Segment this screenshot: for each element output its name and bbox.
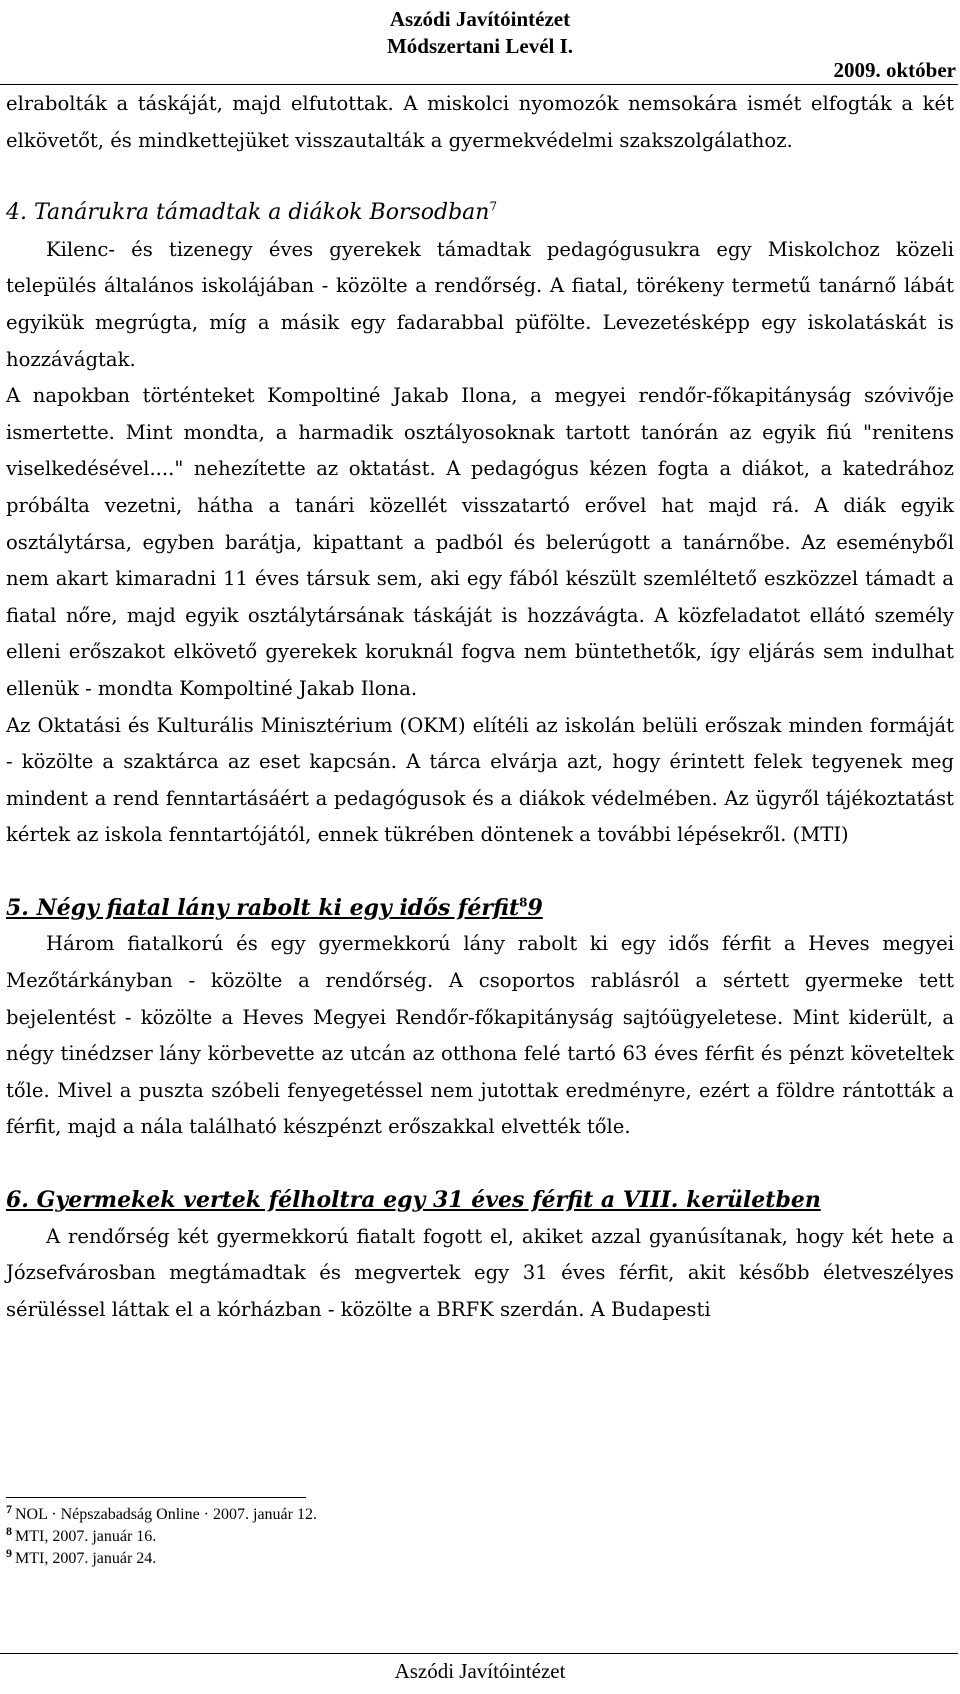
section-6-heading: 6. Gyermekek vertek félholtra egy 31 éves férfit a VIII. kerületben: [6, 1187, 821, 1214]
footnote-number: 9: [6, 1545, 12, 1560]
footnote-ref-7[interactable]: 7: [489, 199, 498, 214]
page-footer: Aszódi Javítóintézet: [394, 1659, 566, 1683]
section-4-heading: [6, 195, 954, 232]
section-6-paragraph-1: A rendőrség két gyermekkorú fiatalt fogott el, akiket azzal gyanúsítanak, hogy két hete a Józsefvárosban megtámadtak és megvertek egy 31 éves férfit, akit később életveszélyes sérüléssel láttak el a kórházban - közölte a BRFK szerdán. A Budapesti: [6, 1224, 954, 1321]
footnote-7: [6, 1501, 906, 1526]
footnotes: [6, 1497, 906, 1570]
section-5-heading: [6, 890, 954, 927]
spacer: [6, 1146, 954, 1182]
header-date: 2009. október: [833, 58, 956, 82]
footnote-ref-8[interactable]: 8: [519, 895, 528, 910]
document-body: [6, 86, 954, 1328]
footnote-text: NOL · Népszabadság Online · 2007. január 12.: [15, 1506, 317, 1523]
footnote-divider: [6, 1497, 306, 1498]
section-5-paragraph-1: Három fiatalkorú és egy gyermekkorú lány rabolt ki egy idős férfit a Heves megyei Mezőtárkányban - közölte a rendőrség. A csoportos rablásról a sértett gyermeke tett bejelentést - közölte a Heves Megyei Rendőr-főkapitányság sajtóügyeletese. Mint kiderült, a négy tinédzser lány körbevette az utcán az otthona felé tartó 63 éves férfit és pénzt követeltek tőle. Mivel a puszta szóbeli fenyegetéssel nem jutottak eredményre, ezért a földre rántották a férfit, majd a nála található készpénzt erőszakkal elvették tőle.: [6, 932, 954, 1139]
header-publication: Módszertani Levél I.: [386, 34, 574, 58]
spacer: [6, 854, 954, 890]
intro-paragraph: elrabolták a táskáját, majd elfutottak. A miskolci nyomozók nemsokára ismét elfogták a két elkövetőt, és mindkettejüket visszautalták a gyermekvédelmi szakszolgálathoz.: [6, 92, 954, 152]
page-header: [0, 6, 960, 60]
footnote-number: 7: [6, 1501, 12, 1516]
footnote-text: MTI, 2007. január 16.: [15, 1528, 157, 1545]
footer-divider: [0, 1653, 958, 1654]
section-4-title: 4. Tanárukra támadtak a diákok Borsodban: [6, 200, 490, 226]
section-4-paragraph-3: Az Oktatási és Kulturális Minisztérium (OKM) elítéli az iskolán belüli erőszak minden formáját - közölte a szaktárca az eset kapcsán. A tárca elvárja azt, hogy érintett felek tegyenek meg mindent a rend fenntartásáért a pedagógusok és a diákok védelmében. Az ügyről tájékoztatást kértek az iskola fenntartójától, ennek tükrében döntenek a további lépésekről. (MTI): [6, 713, 954, 847]
header-institution: Aszódi Javítóintézet: [389, 7, 571, 31]
header-divider: [0, 84, 958, 85]
section-5-title: 5. Négy fiatal lány rabolt ki egy idős férfit: [6, 894, 520, 921]
footnote-number: 8: [6, 1523, 12, 1538]
footnote-text: MTI, 2007. január 24.: [15, 1550, 157, 1567]
footnote-ref-9[interactable]: 9: [527, 894, 543, 921]
spacer: [6, 159, 954, 195]
footnote-8: [6, 1523, 906, 1548]
section-4-paragraph-1: Kilenc- és tizenegy éves gyerekek támadtak pedagógusukra egy Miskolchoz közeli település általános iskolájában - közölte a rendőrség. A fiatal, törékeny termetű tanárnő lábát egyikük megrúgta, míg a másik egy fadarabbal püfölte. Levezetésképp egy iskolatáskát is hozzávágtak.: [6, 237, 954, 371]
footnote-9: [6, 1545, 906, 1570]
section-4-paragraph-2: A napokban történteket Kompoltiné Jakab Ilona, a megyei rendőr-főkapitányság szóvivője ismertette. Mint mondta, a harmadik osztályosoknak tartott tanórán az egyik fiú "renitens viselkedésével...." nehezítette az oktatást. A pedagógus kézen fogta a diákot, a katedrához próbálta vezetni, hátha a tanári közellét visszatartó erővel hat majd rá. A diák egyik osztálytársa, egyben barátja, kipattant a padból és belerúgott a tanárnőbe. Az eseményből nem akart kimaradni 11 éves társuk sem, aki egy fából készült szemléltető eszközzel támadt a fiatal nőre, majd egyik osztálytársának táskáját is hozzávágta. A közfeladatot ellátó személy elleni erőszakot elkövető gyerekek koruknál fogva nem büntethetők, így eljárás sem indulhat ellenük - mondta Kompoltiné Jakab Ilona.: [6, 384, 954, 700]
